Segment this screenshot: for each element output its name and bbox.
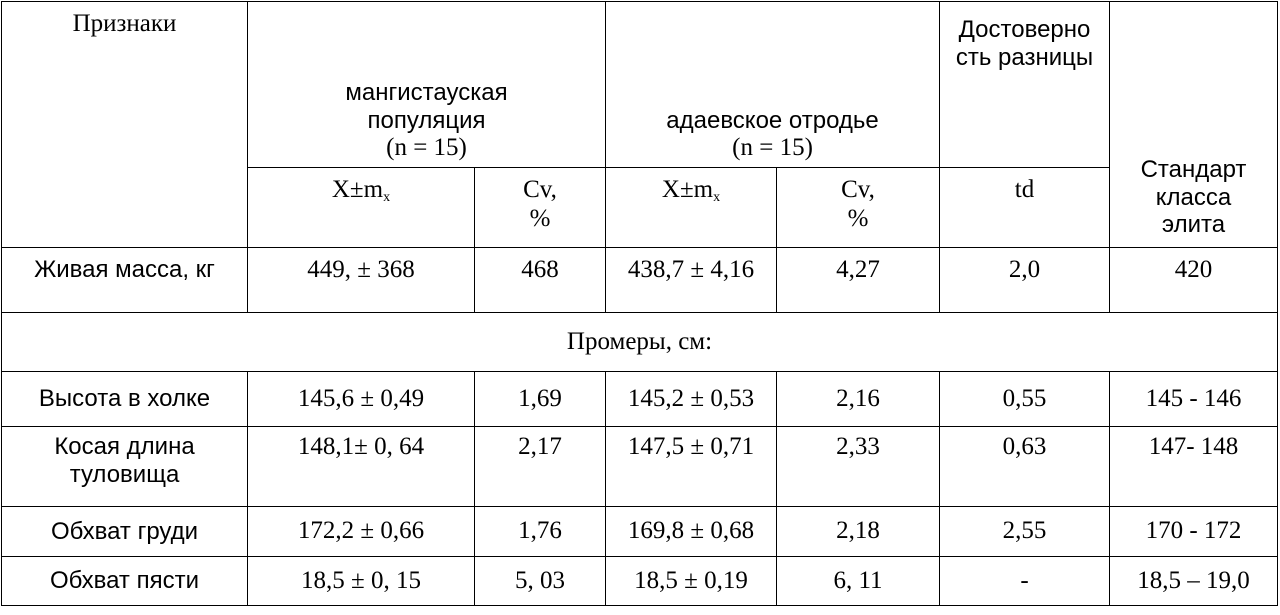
mean-2: 169,8 ± 0,68 xyxy=(606,507,777,557)
header-features: Признаки xyxy=(2,2,248,248)
header-td: td xyxy=(940,168,1110,248)
cv-1: 468 xyxy=(475,248,606,313)
cv-2: 2,16 xyxy=(777,372,940,427)
cv-1: 1,69 xyxy=(475,372,606,427)
mean-2: 18,5 ± 0,19 xyxy=(606,557,777,606)
header-mean-2: X±mx xyxy=(606,168,777,248)
table-row xyxy=(2,557,1278,606)
table-row xyxy=(2,427,1278,507)
header-cv-2: Cv, % xyxy=(777,168,940,248)
row-name: Обхват пясти xyxy=(2,557,248,606)
standard-value: 147- 148 xyxy=(1110,427,1278,507)
cv-2: 4,27 xyxy=(777,248,940,313)
standard-value: 170 - 172 xyxy=(1110,507,1278,557)
td-value: - xyxy=(940,557,1110,606)
td-value: 0,55 xyxy=(940,372,1110,427)
td-value: 2,0 xyxy=(940,248,1110,313)
standard-value: 420 xyxy=(1110,248,1278,313)
cv-1: 1,76 xyxy=(475,507,606,557)
header-reliability: Достоверно сть разницы xyxy=(940,2,1110,168)
row-name: Косая длина туловища xyxy=(2,427,248,507)
td-value: 2,55 xyxy=(940,507,1110,557)
mean-2: 147,5 ± 0,71 xyxy=(606,427,777,507)
cv-1: 2,17 xyxy=(475,427,606,507)
cv-1: 5, 03 xyxy=(475,557,606,606)
mean-1: 145,6 ± 0,49 xyxy=(248,372,475,427)
standard-value: 145 - 146 xyxy=(1110,372,1278,427)
table-row xyxy=(2,507,1278,557)
header-standard: Стандарт класса элита xyxy=(1110,2,1278,248)
cv-2: 2,33 xyxy=(777,427,940,507)
row-name: Живая масса, кг xyxy=(2,248,248,313)
mean-1: 18,5 ± 0, 15 xyxy=(248,557,475,606)
td-value: 0,63 xyxy=(940,427,1110,507)
table-row xyxy=(2,248,1278,313)
row-name: Обхват груди xyxy=(2,507,248,557)
data-table xyxy=(1,1,1278,606)
mean-1: 172,2 ± 0,66 xyxy=(248,507,475,557)
section-measurements: Промеры, см: xyxy=(2,313,1278,372)
header-population-2: адаевское отродье (n = 15) xyxy=(606,2,940,168)
mean-2: 145,2 ± 0,53 xyxy=(606,372,777,427)
header-cv-1: Cv, % xyxy=(475,168,606,248)
header-mean-1: X±mx xyxy=(248,168,475,248)
mean-1: 148,1± 0, 64 xyxy=(248,427,475,507)
mean-1: 449, ± 368 xyxy=(248,248,475,313)
table-row xyxy=(2,372,1278,427)
mean-2: 438,7 ± 4,16 xyxy=(606,248,777,313)
cv-2: 2,18 xyxy=(777,507,940,557)
cv-2: 6, 11 xyxy=(777,557,940,606)
row-name: Высота в холке xyxy=(2,372,248,427)
standard-value: 18,5 – 19,0 xyxy=(1110,557,1278,606)
header-population-1: мангистауская популяция (n = 15) xyxy=(248,2,606,168)
